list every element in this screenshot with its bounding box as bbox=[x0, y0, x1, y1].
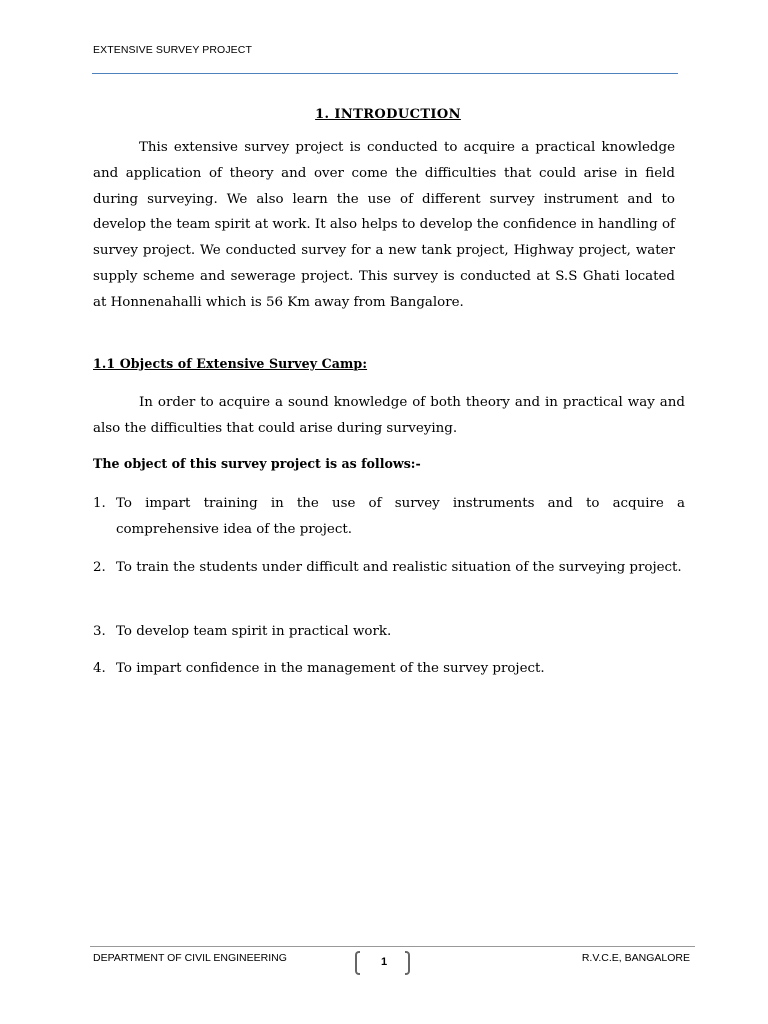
page-title bbox=[0, 107, 768, 122]
list-item bbox=[93, 555, 685, 581]
list-heading: The object of this survey project is as follows:- bbox=[93, 456, 421, 471]
footer-department: DEPARTMENT OF CIVIL ENGINEERING bbox=[93, 952, 287, 964]
list-item-number: 3. bbox=[93, 624, 106, 639]
header-title: EXTENSIVE SURVEY PROJECT bbox=[93, 44, 252, 56]
intro-paragraph: This extensive survey project is conducted to acquire a practical knowledge and application of theory and over come the difficulties that could arise in field during surveying. We also learn the use of different survey instrument and to develop the team spirit at work. It also helps to develop the confidence in handling of survey project. We conducted survey for a new tank project, Highway project, water supply scheme and sewerage project. This survey is conducted at S.S Ghati located at Honnenahalli which is 56 Km away from Bangalore. bbox=[93, 140, 675, 310]
right-bracket-icon bbox=[405, 951, 410, 975]
list-item bbox=[93, 491, 685, 543]
header-rule bbox=[92, 73, 678, 74]
list-item-number: 1. bbox=[93, 496, 106, 511]
list-item-text: To train the students under difficult and realistic situation of the surveying project. bbox=[116, 560, 682, 575]
list-item-text: To impart confidence in the management of the survey project. bbox=[116, 661, 545, 676]
footer-college: R.V.C.E, BANGALORE bbox=[581, 952, 690, 964]
list-item-number: 2. bbox=[93, 560, 106, 575]
footer-rule bbox=[90, 946, 695, 947]
page-number: 1 bbox=[380, 956, 388, 968]
list-item-text: To develop team spirit in practical work. bbox=[116, 624, 392, 639]
list-item bbox=[93, 619, 685, 645]
section-heading: 1.1 Objects of Extensive Survey Camp: bbox=[93, 356, 368, 371]
page-title-text: 1. INTRODUCTION bbox=[315, 107, 461, 122]
page-number-box bbox=[352, 951, 416, 985]
section-paragraph: In order to acquire a sound knowledge of both theory and in practical way and also the difficulties that could arise during surveying. bbox=[93, 395, 685, 436]
list-item-number: 4. bbox=[93, 661, 106, 676]
list-item bbox=[93, 656, 685, 682]
list-item-text: To impart training in the use of survey instruments and to acquire a comprehensive idea of the project. bbox=[116, 496, 685, 537]
